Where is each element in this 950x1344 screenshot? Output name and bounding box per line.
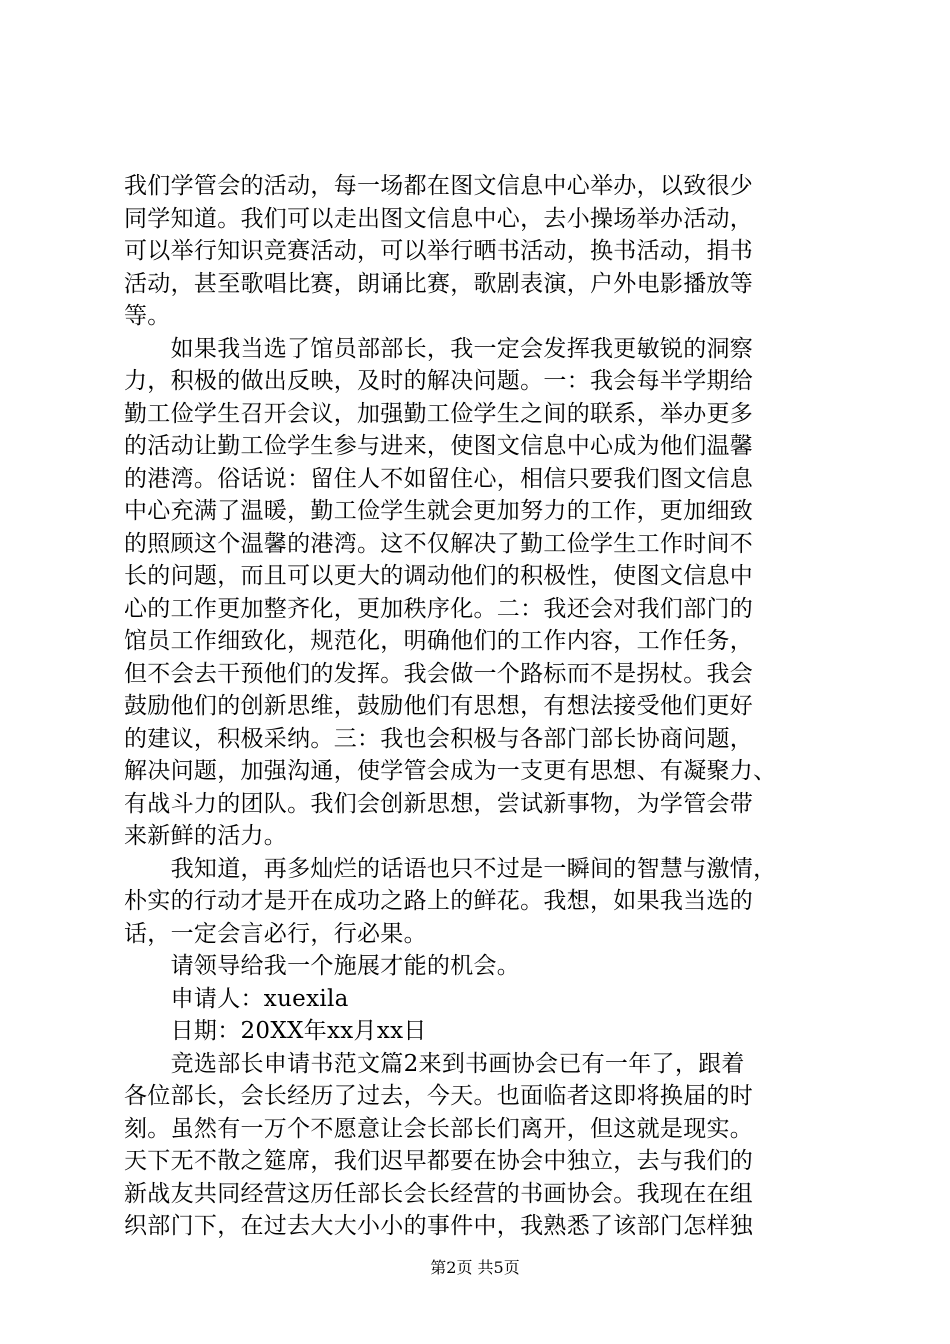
document-body bbox=[124, 170, 836, 1243]
text-line: 馆员工作细致化，规范化，明确他们的工作内容，工作任务， bbox=[124, 628, 754, 654]
text-line: 请领导给我一个施展才能的机会。 bbox=[124, 953, 521, 979]
text-line: 天下无不散之筵席，我们迟早都要在协会中独立，去与我们的 bbox=[124, 1148, 754, 1174]
page-number-footer: 第2页 共5页 bbox=[430, 1258, 520, 1277]
text-line: 等。 bbox=[124, 303, 171, 329]
text-line: 朴实的行动才是开在成功之路上的鲜花。我想，如果我当选的 bbox=[124, 888, 754, 914]
text-line: 的照顾这个温馨的港湾。这不仅解决了勤工俭学生工作时间不 bbox=[124, 530, 754, 557]
text-line: 活动，甚至歌唱比赛，朗诵比赛，歌剧表演，户外电影播放等 bbox=[124, 270, 754, 297]
text-line: 新战友共同经营这历任部长会长经营的书画协会。我现在在组 bbox=[124, 1180, 754, 1207]
text-line: 力，积极的做出反映，及时的解决问题。一：我会每半学期给 bbox=[124, 368, 754, 394]
text-line: 话，一定会言必行，行必果。 bbox=[124, 920, 427, 947]
text-line: 我知道，再多灿烂的话语也只不过是一瞬间的智慧与激情， bbox=[124, 855, 777, 882]
text-line: 鼓励他们的创新思维，鼓励他们有思想，有想法接受他们更好 bbox=[124, 693, 754, 719]
text-line: 中心充满了温暖，勤工俭学生就会更加努力的工作，更加细致 bbox=[124, 498, 754, 524]
text-line: 如果我当选了馆员部部长，我一定会发挥我更敏锐的洞察 bbox=[124, 335, 754, 362]
text-line: 竞选部长申请书范文篇2来到书画协会已有一年了，跟着 bbox=[124, 1050, 745, 1077]
text-line: 解决问题，加强沟通，使学管会成为一支更有思想、有凝聚力、 bbox=[124, 758, 777, 784]
text-line: 来新鲜的活力。 bbox=[124, 823, 288, 849]
text-line: 的港湾。俗话说：留住人不如留住心，相信只要我们图文信息 bbox=[124, 465, 754, 492]
text-line: 各位部长，会长经历了过去，今天。也面临者这即将换届的时 bbox=[124, 1083, 754, 1109]
text-line: 勤工俭学生召开会议，加强勤工俭学生之间的联系，举办更多 bbox=[124, 400, 754, 427]
text-line: 日期：20XX年xx月xx日 bbox=[124, 1018, 427, 1044]
text-line: 刻。虽然有一万个不愿意让会长部长们离开，但这就是现实。 bbox=[124, 1115, 754, 1142]
text-line: 有战斗力的团队。我们会创新思想，尝试新事物，为学管会带 bbox=[124, 790, 754, 817]
text-line: 长的问题，而且可以更大的调动他们的积极性，使图文信息中 bbox=[124, 563, 754, 589]
text-line: 可以举行知识竞赛活动，可以举行晒书活动，换书活动，捐书 bbox=[124, 238, 754, 264]
text-line: 心的工作更加整齐化，更加秩序化。二：我还会对我们部门的 bbox=[124, 595, 754, 622]
text-line: 申请人：xuexila bbox=[124, 985, 349, 1012]
text-line: 我们学管会的活动，每一场都在图文信息中心举办，以致很少 bbox=[124, 173, 754, 199]
text-line: 的活动让勤工俭学生参与进来，使图文信息中心成为他们温馨 bbox=[124, 433, 754, 459]
text-line: 的建议，积极采纳。三：我也会积极与各部门部长协商问题， bbox=[124, 725, 754, 752]
text-line: 但不会去干预他们的发挥。我会做一个路标而不是拐杖。我会 bbox=[124, 660, 754, 687]
text-line: 同学知道。我们可以走出图文信息中心，去小操场举办活动， bbox=[124, 205, 754, 232]
text-line: 织部门下，在过去大大小小的事件中，我熟悉了该部门怎样独 bbox=[124, 1213, 754, 1239]
